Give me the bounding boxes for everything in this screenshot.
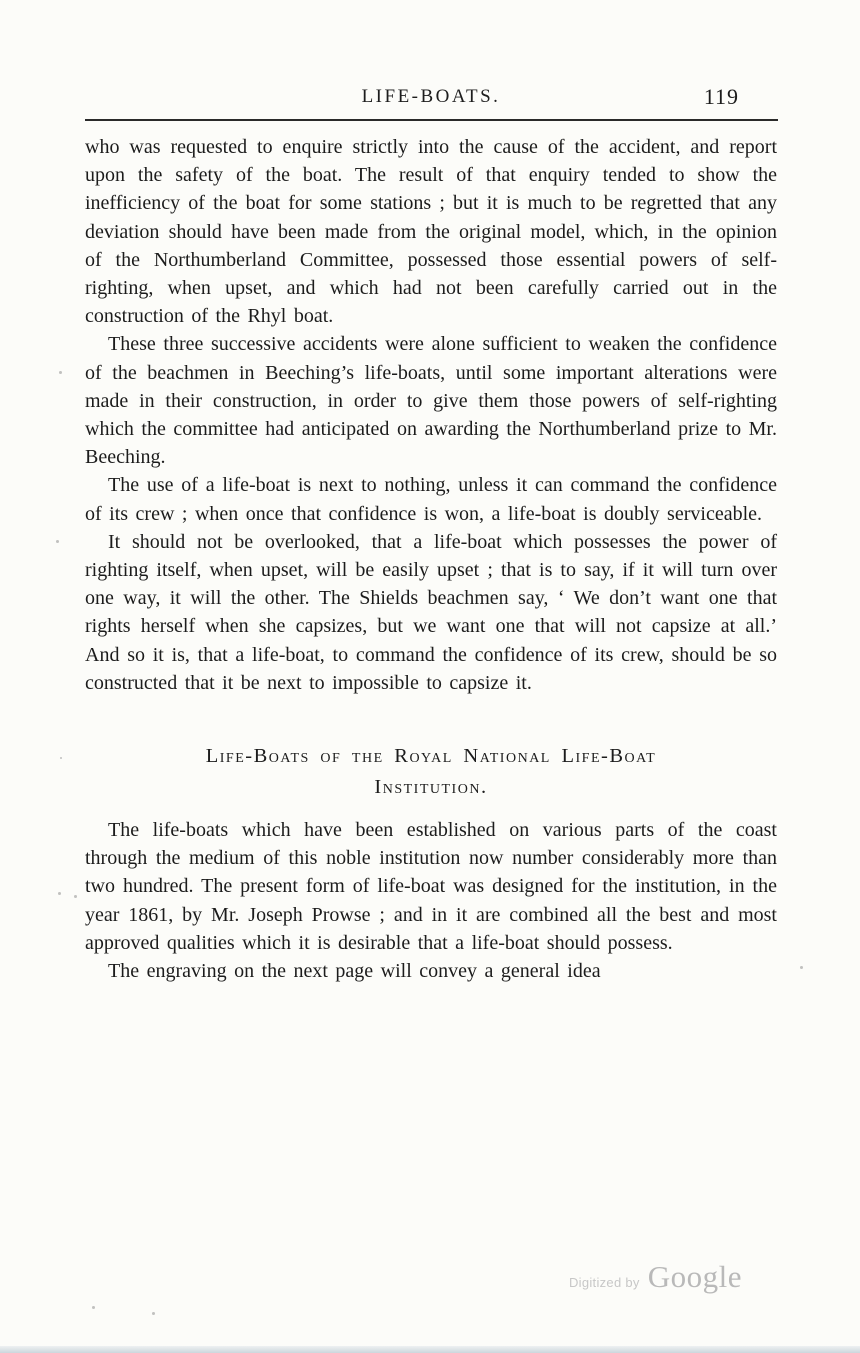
page-number: 119 <box>703 84 739 109</box>
digitized-by-label: Digitized by <box>568 1275 640 1290</box>
section-heading <box>85 741 777 803</box>
scan-speck <box>74 895 77 898</box>
running-head: LIFE-BOATS. <box>361 86 501 107</box>
scan-speck <box>800 966 803 969</box>
scan-bottom-edge <box>0 1346 860 1353</box>
paragraph-2: These three successive accidents were alone sufficient to weaken the confidence of the beachmen in Beeching’s life-boats, until some important alterations were made in their construction, in order to give them those powers of self-righting which the committee had anticipated on awarding the Northumberland prize to Mr. Beeching. <box>85 333 777 469</box>
scan-speck <box>92 1306 95 1309</box>
scan-speck <box>56 540 59 543</box>
scan-speck <box>58 892 61 895</box>
header-rule <box>85 119 778 121</box>
scan-speck <box>60 757 62 759</box>
section-heading-line-2: Institution. <box>374 776 488 799</box>
paragraph-5: The life-boats which have been established on various parts of the coast through the medium of this noble institution now number considerably more than two hundred. The present form of life-boat was designed for the institution, in the year 1861, by Mr. Joseph Prowse ; and in it are combined all the best and most approved qualities which it is desirable that a life-boat should possess. <box>85 819 777 954</box>
section-heading-line-1: Life-Boats of the Royal National Life-Boat <box>205 745 657 768</box>
paragraph-4: It should not be overlooked, that a life-boat which possesses the power of righting itself, when upset, will be easily upset ; that is to say, if it will turn over one way, it will the other. The Shields beachmen say, ‘ We don’t want one that rights herself when she capsizes, but we want one that will not capsize at all.’ And so it is, that a life-boat, to command the confidence of its crew, should be so constructed that it be next to impossible to capsize it. <box>85 530 777 694</box>
scan-speck <box>59 371 62 374</box>
page-header <box>85 86 777 114</box>
google-logo: Google <box>647 1259 742 1294</box>
scan-speck <box>152 1312 155 1315</box>
page-body <box>85 133 777 985</box>
paragraph-6: The engraving on the next page will convey a general idea <box>108 960 601 983</box>
paragraph-3: The use of a life-boat is next to nothing, unless it can command the confidence of its crew ; when once that confidence is won, a life-boat is doubly serviceable. <box>85 474 777 525</box>
paragraph-1: who was requested to enquire strictly into the cause of the accident, and report upon the safety of the boat. The result of that enquiry tended to show the inefficiency of the boat for some stations ; but it is much to be regretted that any deviation should have been made from the original model, which, in the opinion of the Northumberland Committee, possessed those essential powers of self-righting, when upset, and which had not been carefully carried out in the construction of the Rhyl boat. <box>85 136 777 328</box>
google-watermark <box>569 1259 742 1295</box>
